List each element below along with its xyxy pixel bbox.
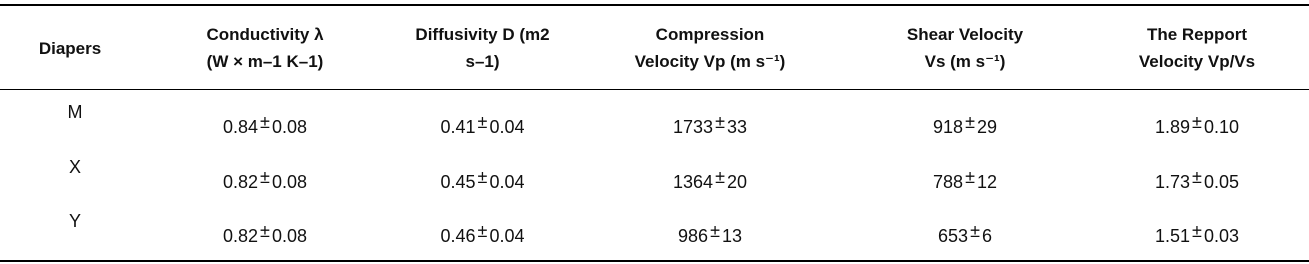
cell-error: 0.04 [489,226,525,246]
plus-minus-symbol: ± [477,221,488,241]
header-diffusivity [390,8,575,88]
plus-minus-symbol: ± [965,167,975,187]
header-line-1: Diapers [38,38,102,58]
cell-compression-velocity [575,221,845,248]
header-line-1: Conductivity λ [206,25,324,44]
header-line-1: Shear Velocity [906,25,1024,44]
cell-conductivity [140,112,390,139]
header-line-1: Compression [655,25,765,44]
cell-shear-velocity [845,221,1085,248]
cell-compression-velocity [575,112,845,139]
cell-value: 0.84 [223,117,259,137]
table-row [0,156,1309,210]
plus-minus-symbol: ± [477,167,488,187]
cell-velocity-ratio [1085,221,1309,248]
cell-value: 788 [933,172,964,192]
plus-minus-symbol: ± [1192,112,1202,132]
cell-error: 33 [726,117,747,137]
cell-value: 1.73 [1155,172,1191,192]
cell-error: 0.10 [1203,117,1239,137]
cell-error: 0.08 [271,172,307,192]
cell-value: 0.41 [440,117,476,137]
cell-value: 1364 [673,172,714,192]
cell-value: 986 [678,226,709,246]
plus-minus-symbol: ± [970,221,980,241]
header-line-2: Velocity Vp/Vs [1138,52,1256,71]
cell-error: 6 [981,226,992,246]
cell-conductivity [140,167,390,194]
plus-minus-symbol: ± [715,112,725,132]
cell-error: 0.04 [489,117,525,137]
header-shear-velocity [845,8,1085,88]
cell-conductivity [140,221,390,248]
cell-value: 0.46 [440,226,476,246]
header-line-1: The Repport [1146,25,1248,44]
header-compression-velocity [575,8,845,88]
cell-shear-velocity [845,167,1085,194]
cell-error: 13 [721,226,742,246]
plus-minus-symbol: ± [260,167,270,187]
plus-minus-symbol: ± [715,167,725,187]
header-line-1: Diffusivity D (m2 [415,25,550,44]
cell-velocity-ratio [1085,112,1309,139]
cell-value: 0.82 [223,226,259,246]
cell-compression-velocity [575,167,845,194]
cell-error: 12 [976,172,997,192]
plus-minus-symbol: ± [1192,167,1202,187]
plus-minus-symbol: ± [477,112,488,132]
cell-value: 1.51 [1155,226,1191,246]
cell-value: 1.89 [1155,117,1191,137]
cell-velocity-ratio [1085,167,1309,194]
header-bottom-rule [0,89,1309,90]
cell-error: 0.08 [271,117,307,137]
header-line-2: Vs (m s⁻¹) [924,52,1006,71]
plus-minus-symbol: ± [710,221,720,241]
cell-value: 653 [938,226,969,246]
cell-value: 0.82 [223,172,259,192]
cell-diffusivity [390,167,575,194]
cell-error: 0.08 [271,226,307,246]
header-line-2: Velocity Vp (m s⁻¹) [634,52,786,71]
header-line-2: s–1) [465,52,500,71]
cell-error: 0.05 [1203,172,1239,192]
cell-value: 0.45 [440,172,476,192]
plus-minus-symbol: ± [965,112,975,132]
row-label: M [67,102,83,122]
row-label: X [68,157,81,177]
plus-minus-symbol: ± [260,221,270,241]
table-row [0,210,1309,264]
cell-error: 29 [976,117,997,137]
cell-shear-velocity [845,112,1085,139]
cell-value: 918 [933,117,964,137]
row-label: Y [68,211,81,231]
cell-diffusivity [390,221,575,248]
table-top-rule [0,4,1309,6]
plus-minus-symbol: ± [1192,221,1202,241]
cell-error: 20 [726,172,747,192]
header-diapers [0,8,140,88]
cell-error: 0.03 [1203,226,1239,246]
table-row [0,101,1309,155]
cell-diffusivity [390,112,575,139]
plus-minus-symbol: ± [260,112,270,132]
cell-value: 1733 [673,117,714,137]
header-velocity-ratio [1085,8,1309,88]
header-conductivity [140,8,390,88]
table-bottom-rule [0,260,1309,262]
header-line-2: (W × m–1 K–1) [206,52,324,71]
cell-error: 0.04 [489,172,525,192]
